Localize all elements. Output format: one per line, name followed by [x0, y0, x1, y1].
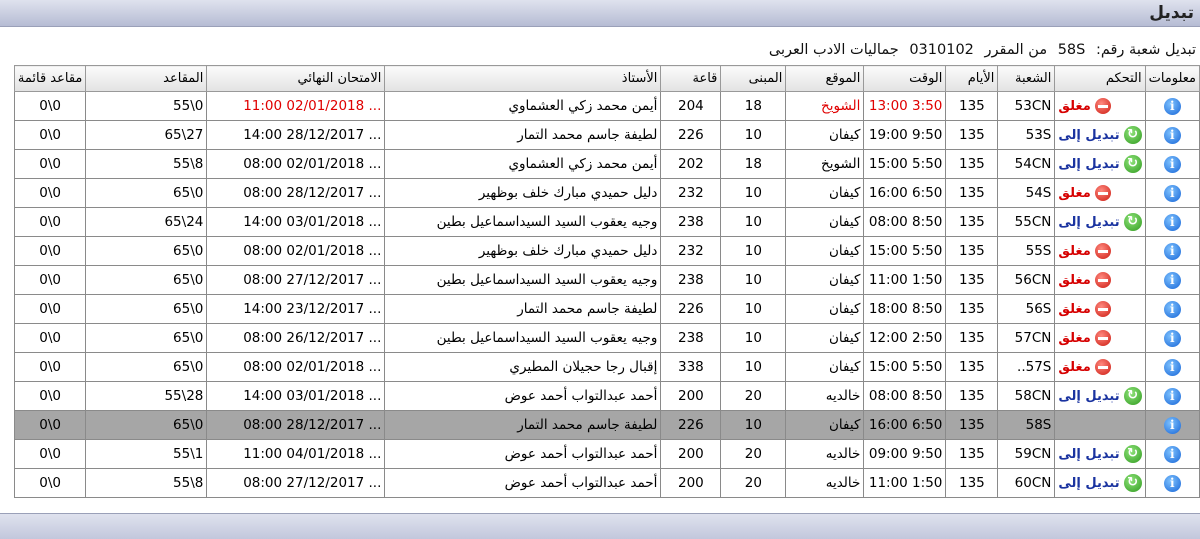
location-cell: كيفان — [786, 237, 864, 266]
seats-cell: 65\0 — [86, 266, 207, 295]
info-cell — [1145, 440, 1199, 469]
subtitle-mid: من المقرر — [984, 42, 1048, 58]
section-cell: 54CN — [998, 150, 1055, 179]
stop-icon — [1095, 98, 1111, 114]
room-cell: 200 — [661, 469, 721, 498]
info-icon[interactable]: i — [1164, 330, 1181, 347]
seats-cell: 65\0 — [86, 411, 207, 440]
exam-cell: 14:00 03/01/2018 ... — [207, 382, 385, 411]
info-cell — [1145, 469, 1199, 498]
control-cell — [1055, 440, 1145, 469]
control-cell — [1055, 121, 1145, 150]
table-row[interactable] — [14, 237, 1199, 266]
instructor-cell: دليل حميدي مبارك خلف بوظهير — [385, 179, 661, 208]
info-icon[interactable]: i — [1164, 156, 1181, 173]
exam-cell: 14:00 03/01/2018 ... — [207, 208, 385, 237]
section-cell: 56CN — [998, 266, 1055, 295]
swap-arrows-icon: ↻ — [1124, 213, 1142, 231]
waitlist-cell: 0\0 — [14, 440, 86, 469]
info-icon[interactable]: i — [1164, 417, 1181, 434]
col-header-control: التحكم — [1055, 66, 1145, 92]
location-cell: كيفان — [786, 121, 864, 150]
table-row[interactable] — [14, 324, 1199, 353]
swap-label: تبديل إلى — [1058, 446, 1120, 462]
location-cell: كيفان — [786, 266, 864, 295]
building-cell: 10 — [721, 179, 786, 208]
building-cell: 20 — [721, 440, 786, 469]
instructor-cell: أحمد عبدالتواب أحمد عوض — [385, 382, 661, 411]
room-cell: 226 — [661, 121, 721, 150]
control-cell — [1055, 411, 1145, 440]
instructor-cell: لطيفة جاسم محمد التمار — [385, 121, 661, 150]
table-row[interactable] — [14, 469, 1199, 498]
exam-cell: 08:00 02/01/2018 ... — [207, 353, 385, 382]
exam-cell: 08:00 02/01/2018 ... — [207, 237, 385, 266]
building-cell: 20 — [721, 382, 786, 411]
info-icon[interactable]: i — [1164, 127, 1181, 144]
building-cell: 10 — [721, 208, 786, 237]
days-cell: 135 — [946, 237, 998, 266]
days-cell: 135 — [946, 150, 998, 179]
building-cell: 10 — [721, 324, 786, 353]
room-cell: 232 — [661, 179, 721, 208]
info-icon[interactable]: i — [1164, 475, 1181, 492]
time-cell: 13:00 3:50 — [864, 92, 946, 121]
location-cell: خالديه — [786, 440, 864, 469]
sections-table — [14, 65, 1200, 498]
location-cell: الشويخ — [786, 92, 864, 121]
info-cell — [1145, 295, 1199, 324]
instructor-cell: أحمد عبدالتواب أحمد عوض — [385, 469, 661, 498]
location-cell: كيفان — [786, 411, 864, 440]
info-icon[interactable]: i — [1164, 446, 1181, 463]
control-cell — [1055, 295, 1145, 324]
control-cell — [1055, 208, 1145, 237]
subtitle-prefix: تبديل شعبة رقم: — [1095, 42, 1196, 58]
location-cell: كيفان — [786, 179, 864, 208]
location-cell: الشويخ — [786, 150, 864, 179]
building-cell: 10 — [721, 266, 786, 295]
waitlist-cell: 0\0 — [14, 295, 86, 324]
time-cell: 12:00 2:50 — [864, 324, 946, 353]
waitlist-cell: 0\0 — [14, 353, 86, 382]
table-row[interactable] — [14, 179, 1199, 208]
table-row[interactable] — [14, 440, 1199, 469]
info-cell — [1145, 382, 1199, 411]
seats-cell: 65\0 — [86, 324, 207, 353]
swap-to-button[interactable] — [1058, 445, 1141, 463]
exam-cell: 08:00 28/12/2017 ... — [207, 179, 385, 208]
col-header-waitlist: مقاعد قائمة — [14, 66, 86, 92]
days-cell: 135 — [946, 411, 998, 440]
seats-cell: 55\1 — [86, 440, 207, 469]
info-cell — [1145, 179, 1199, 208]
seats-cell: 55\8 — [86, 150, 207, 179]
room-cell: 338 — [661, 353, 721, 382]
time-cell: 15:00 5:50 — [864, 237, 946, 266]
seats-cell: 65\24 — [86, 208, 207, 237]
col-header-instructor: الأستاذ — [385, 66, 661, 92]
swap-label: تبديل إلى — [1058, 214, 1120, 230]
waitlist-cell: 0\0 — [14, 150, 86, 179]
seats-cell: 55\28 — [86, 382, 207, 411]
closed-status — [1058, 98, 1141, 114]
section-cell: 53CN — [998, 92, 1055, 121]
days-cell: 135 — [946, 440, 998, 469]
info-cell — [1145, 208, 1199, 237]
waitlist-cell: 0\0 — [14, 208, 86, 237]
waitlist-cell: 0\0 — [14, 92, 86, 121]
closed-label: مغلق — [1058, 301, 1091, 317]
seats-cell: 55\0 — [86, 92, 207, 121]
closed-status — [1058, 330, 1141, 346]
swap-arrows-icon: ↻ — [1124, 155, 1142, 173]
room-cell: 202 — [661, 150, 721, 179]
info-cell — [1145, 266, 1199, 295]
days-cell: 135 — [946, 353, 998, 382]
swap-to-button[interactable] — [1058, 155, 1141, 173]
exam-cell: 11:00 02/01/2018 ... — [207, 92, 385, 121]
info-cell — [1145, 237, 1199, 266]
closed-status — [1058, 359, 1141, 375]
control-cell — [1055, 92, 1145, 121]
section-cell: 56S — [998, 295, 1055, 324]
col-header-building: المبنى — [721, 66, 786, 92]
time-cell: 16:00 6:50 — [864, 179, 946, 208]
stop-icon — [1095, 243, 1111, 259]
time-cell: 15:00 5:50 — [864, 150, 946, 179]
bottom-bar — [0, 513, 1200, 539]
instructor-cell: وجيه يعقوب السيد السيداسماعيل بطين — [385, 324, 661, 353]
room-cell: 226 — [661, 295, 721, 324]
closed-label: مغلق — [1058, 98, 1091, 114]
section-cell: 53S — [998, 121, 1055, 150]
control-cell — [1055, 266, 1145, 295]
table-row[interactable] — [14, 121, 1199, 150]
swap-to-button[interactable] — [1058, 213, 1141, 231]
room-cell: 232 — [661, 237, 721, 266]
info-icon[interactable]: i — [1164, 272, 1181, 289]
info-icon[interactable]: i — [1164, 359, 1181, 376]
exam-cell: 08:00 02/01/2018 ... — [207, 150, 385, 179]
time-cell: 16:00 6:50 — [864, 411, 946, 440]
days-cell: 135 — [946, 469, 998, 498]
stop-icon — [1095, 330, 1111, 346]
col-header-section: الشعبة — [998, 66, 1055, 92]
time-cell: 18:00 8:50 — [864, 295, 946, 324]
col-header-time: الوقت — [864, 66, 946, 92]
instructor-cell: وجيه يعقوب السيد السيداسماعيل بطين — [385, 208, 661, 237]
control-cell — [1055, 469, 1145, 498]
instructor-cell: لطيفة جاسم محمد التمار — [385, 411, 661, 440]
swap-arrows-icon: ↻ — [1124, 387, 1142, 405]
info-cell — [1145, 411, 1199, 440]
section-cell: 57CN — [998, 324, 1055, 353]
subtitle-section: 58S — [1057, 42, 1086, 58]
col-header-info: معلومات — [1145, 66, 1199, 92]
exam-cell: 08:00 26/12/2017 ... — [207, 324, 385, 353]
room-cell: 204 — [661, 92, 721, 121]
info-cell — [1145, 150, 1199, 179]
location-cell: خالديه — [786, 469, 864, 498]
closed-status — [1058, 301, 1141, 317]
title-bar — [0, 0, 1200, 27]
col-header-room: قاعة — [661, 66, 721, 92]
closed-label: مغلق — [1058, 185, 1091, 201]
waitlist-cell: 0\0 — [14, 324, 86, 353]
waitlist-cell: 0\0 — [14, 179, 86, 208]
table-row[interactable] — [14, 353, 1199, 382]
closed-status — [1058, 272, 1141, 288]
days-cell: 135 — [946, 295, 998, 324]
col-header-exam: الامتحان النهائي — [207, 66, 385, 92]
section-cell: 57S.. — [998, 353, 1055, 382]
swap-arrows-icon: ↻ — [1124, 126, 1142, 144]
instructor-cell: أيمن محمد زكي العشماوي — [385, 92, 661, 121]
exam-cell: 14:00 28/12/2017 ... — [207, 121, 385, 150]
closed-label: مغلق — [1058, 272, 1091, 288]
stop-icon — [1095, 185, 1111, 201]
section-cell: 55CN — [998, 208, 1055, 237]
swap-label: تبديل إلى — [1058, 388, 1120, 404]
section-cell: 54S — [998, 179, 1055, 208]
time-cell: 19:00 9:50 — [864, 121, 946, 150]
seats-cell: 65\27 — [86, 121, 207, 150]
building-cell: 10 — [721, 295, 786, 324]
building-cell: 18 — [721, 150, 786, 179]
waitlist-cell: 0\0 — [14, 121, 86, 150]
waitlist-cell: 0\0 — [14, 266, 86, 295]
control-cell — [1055, 353, 1145, 382]
time-cell: 11:00 1:50 — [864, 469, 946, 498]
section-subtitle — [763, 42, 1196, 58]
exam-cell: 08:00 27/12/2017 ... — [207, 266, 385, 295]
waitlist-cell: 0\0 — [14, 469, 86, 498]
subtitle-course-name: جماليات الادب العربى — [768, 42, 899, 58]
room-cell: 200 — [661, 382, 721, 411]
seats-cell: 65\0 — [86, 353, 207, 382]
exam-cell: 11:00 04/01/2018 ... — [207, 440, 385, 469]
swap-label: تبديل إلى — [1058, 156, 1120, 172]
room-cell: 238 — [661, 324, 721, 353]
waitlist-cell: 0\0 — [14, 382, 86, 411]
table-row[interactable] — [14, 208, 1199, 237]
room-cell: 238 — [661, 208, 721, 237]
instructor-cell: وجيه يعقوب السيد السيداسماعيل بطين — [385, 266, 661, 295]
time-cell: 08:00 8:50 — [864, 208, 946, 237]
control-cell — [1055, 237, 1145, 266]
table-row[interactable] — [14, 411, 1199, 440]
exam-cell: 08:00 28/12/2017 ... — [207, 411, 385, 440]
location-cell: كيفان — [786, 353, 864, 382]
info-icon[interactable]: i — [1164, 388, 1181, 405]
closed-status — [1058, 185, 1141, 201]
col-header-seats: المقاعد — [86, 66, 207, 92]
section-cell: 58S — [998, 411, 1055, 440]
location-cell: كيفان — [786, 208, 864, 237]
control-cell — [1055, 324, 1145, 353]
control-cell — [1055, 179, 1145, 208]
time-cell: 08:00 8:50 — [864, 382, 946, 411]
instructor-cell: أيمن محمد زكي العشماوي — [385, 150, 661, 179]
time-cell: 15:00 5:50 — [864, 353, 946, 382]
info-icon[interactable]: i — [1164, 214, 1181, 231]
table-header-row — [14, 66, 1199, 92]
room-cell: 226 — [661, 411, 721, 440]
seats-cell: 55\8 — [86, 469, 207, 498]
days-cell: 135 — [946, 324, 998, 353]
table-row[interactable] — [14, 295, 1199, 324]
col-header-days: الأيام — [946, 66, 998, 92]
waitlist-cell: 0\0 — [14, 237, 86, 266]
building-cell: 10 — [721, 353, 786, 382]
location-cell: كيفان — [786, 295, 864, 324]
instructor-cell: إقبال رجا حجيلان المطيري — [385, 353, 661, 382]
info-icon[interactable]: i — [1164, 98, 1181, 115]
table-row[interactable] — [14, 150, 1199, 179]
swap-to-button[interactable] — [1058, 126, 1141, 144]
building-cell: 18 — [721, 92, 786, 121]
swap-arrows-icon: ↻ — [1124, 445, 1142, 463]
section-cell: 59CN — [998, 440, 1055, 469]
info-cell — [1145, 324, 1199, 353]
swap-to-button[interactable] — [1058, 474, 1141, 492]
instructor-cell: أحمد عبدالتواب أحمد عوض — [385, 440, 661, 469]
subtitle-course-code: 0310102 — [909, 42, 974, 58]
room-cell: 200 — [661, 440, 721, 469]
waitlist-cell: 0\0 — [14, 411, 86, 440]
building-cell: 10 — [721, 237, 786, 266]
section-cell: 55S — [998, 237, 1055, 266]
swap-label: تبديل إلى — [1058, 127, 1120, 143]
closed-label: مغلق — [1058, 243, 1091, 259]
stop-icon — [1095, 272, 1111, 288]
table-row[interactable] — [14, 382, 1199, 411]
col-header-location: الموقع — [786, 66, 864, 92]
time-cell: 09:00 9:50 — [864, 440, 946, 469]
closed-status — [1058, 243, 1141, 259]
swap-label: تبديل إلى — [1058, 475, 1120, 491]
section-cell: 58CN — [998, 382, 1055, 411]
closed-label: مغلق — [1058, 330, 1091, 346]
location-cell: كيفان — [786, 324, 864, 353]
days-cell: 135 — [946, 266, 998, 295]
room-cell: 238 — [661, 266, 721, 295]
instructor-cell: دليل حميدي مبارك خلف بوظهير — [385, 237, 661, 266]
control-cell — [1055, 150, 1145, 179]
info-icon[interactable]: i — [1164, 243, 1181, 260]
window-title: تبديل — [1149, 3, 1194, 23]
section-cell: 60CN — [998, 469, 1055, 498]
location-cell: خالديه — [786, 382, 864, 411]
seats-cell: 65\0 — [86, 295, 207, 324]
info-icon[interactable]: i — [1164, 185, 1181, 202]
instructor-cell: لطيفة جاسم محمد التمار — [385, 295, 661, 324]
swap-arrows-icon: ↻ — [1124, 474, 1142, 492]
days-cell: 135 — [946, 121, 998, 150]
days-cell: 135 — [946, 179, 998, 208]
table-row[interactable] — [14, 266, 1199, 295]
exam-cell: 08:00 27/12/2017 ... — [207, 469, 385, 498]
days-cell: 135 — [946, 92, 998, 121]
info-icon[interactable]: i — [1164, 301, 1181, 318]
seats-cell: 65\0 — [86, 179, 207, 208]
building-cell: 20 — [721, 469, 786, 498]
closed-label: مغلق — [1058, 359, 1091, 375]
info-cell — [1145, 353, 1199, 382]
building-cell: 10 — [721, 411, 786, 440]
control-cell — [1055, 382, 1145, 411]
info-cell — [1145, 121, 1199, 150]
days-cell: 135 — [946, 208, 998, 237]
swap-to-button[interactable] — [1058, 387, 1141, 405]
building-cell: 10 — [721, 121, 786, 150]
days-cell: 135 — [946, 382, 998, 411]
table-row[interactable] — [14, 92, 1199, 121]
seats-cell: 65\0 — [86, 237, 207, 266]
stop-icon — [1095, 359, 1111, 375]
stop-icon — [1095, 301, 1111, 317]
time-cell: 11:00 1:50 — [864, 266, 946, 295]
info-cell — [1145, 92, 1199, 121]
exam-cell: 14:00 23/12/2017 ... — [207, 295, 385, 324]
